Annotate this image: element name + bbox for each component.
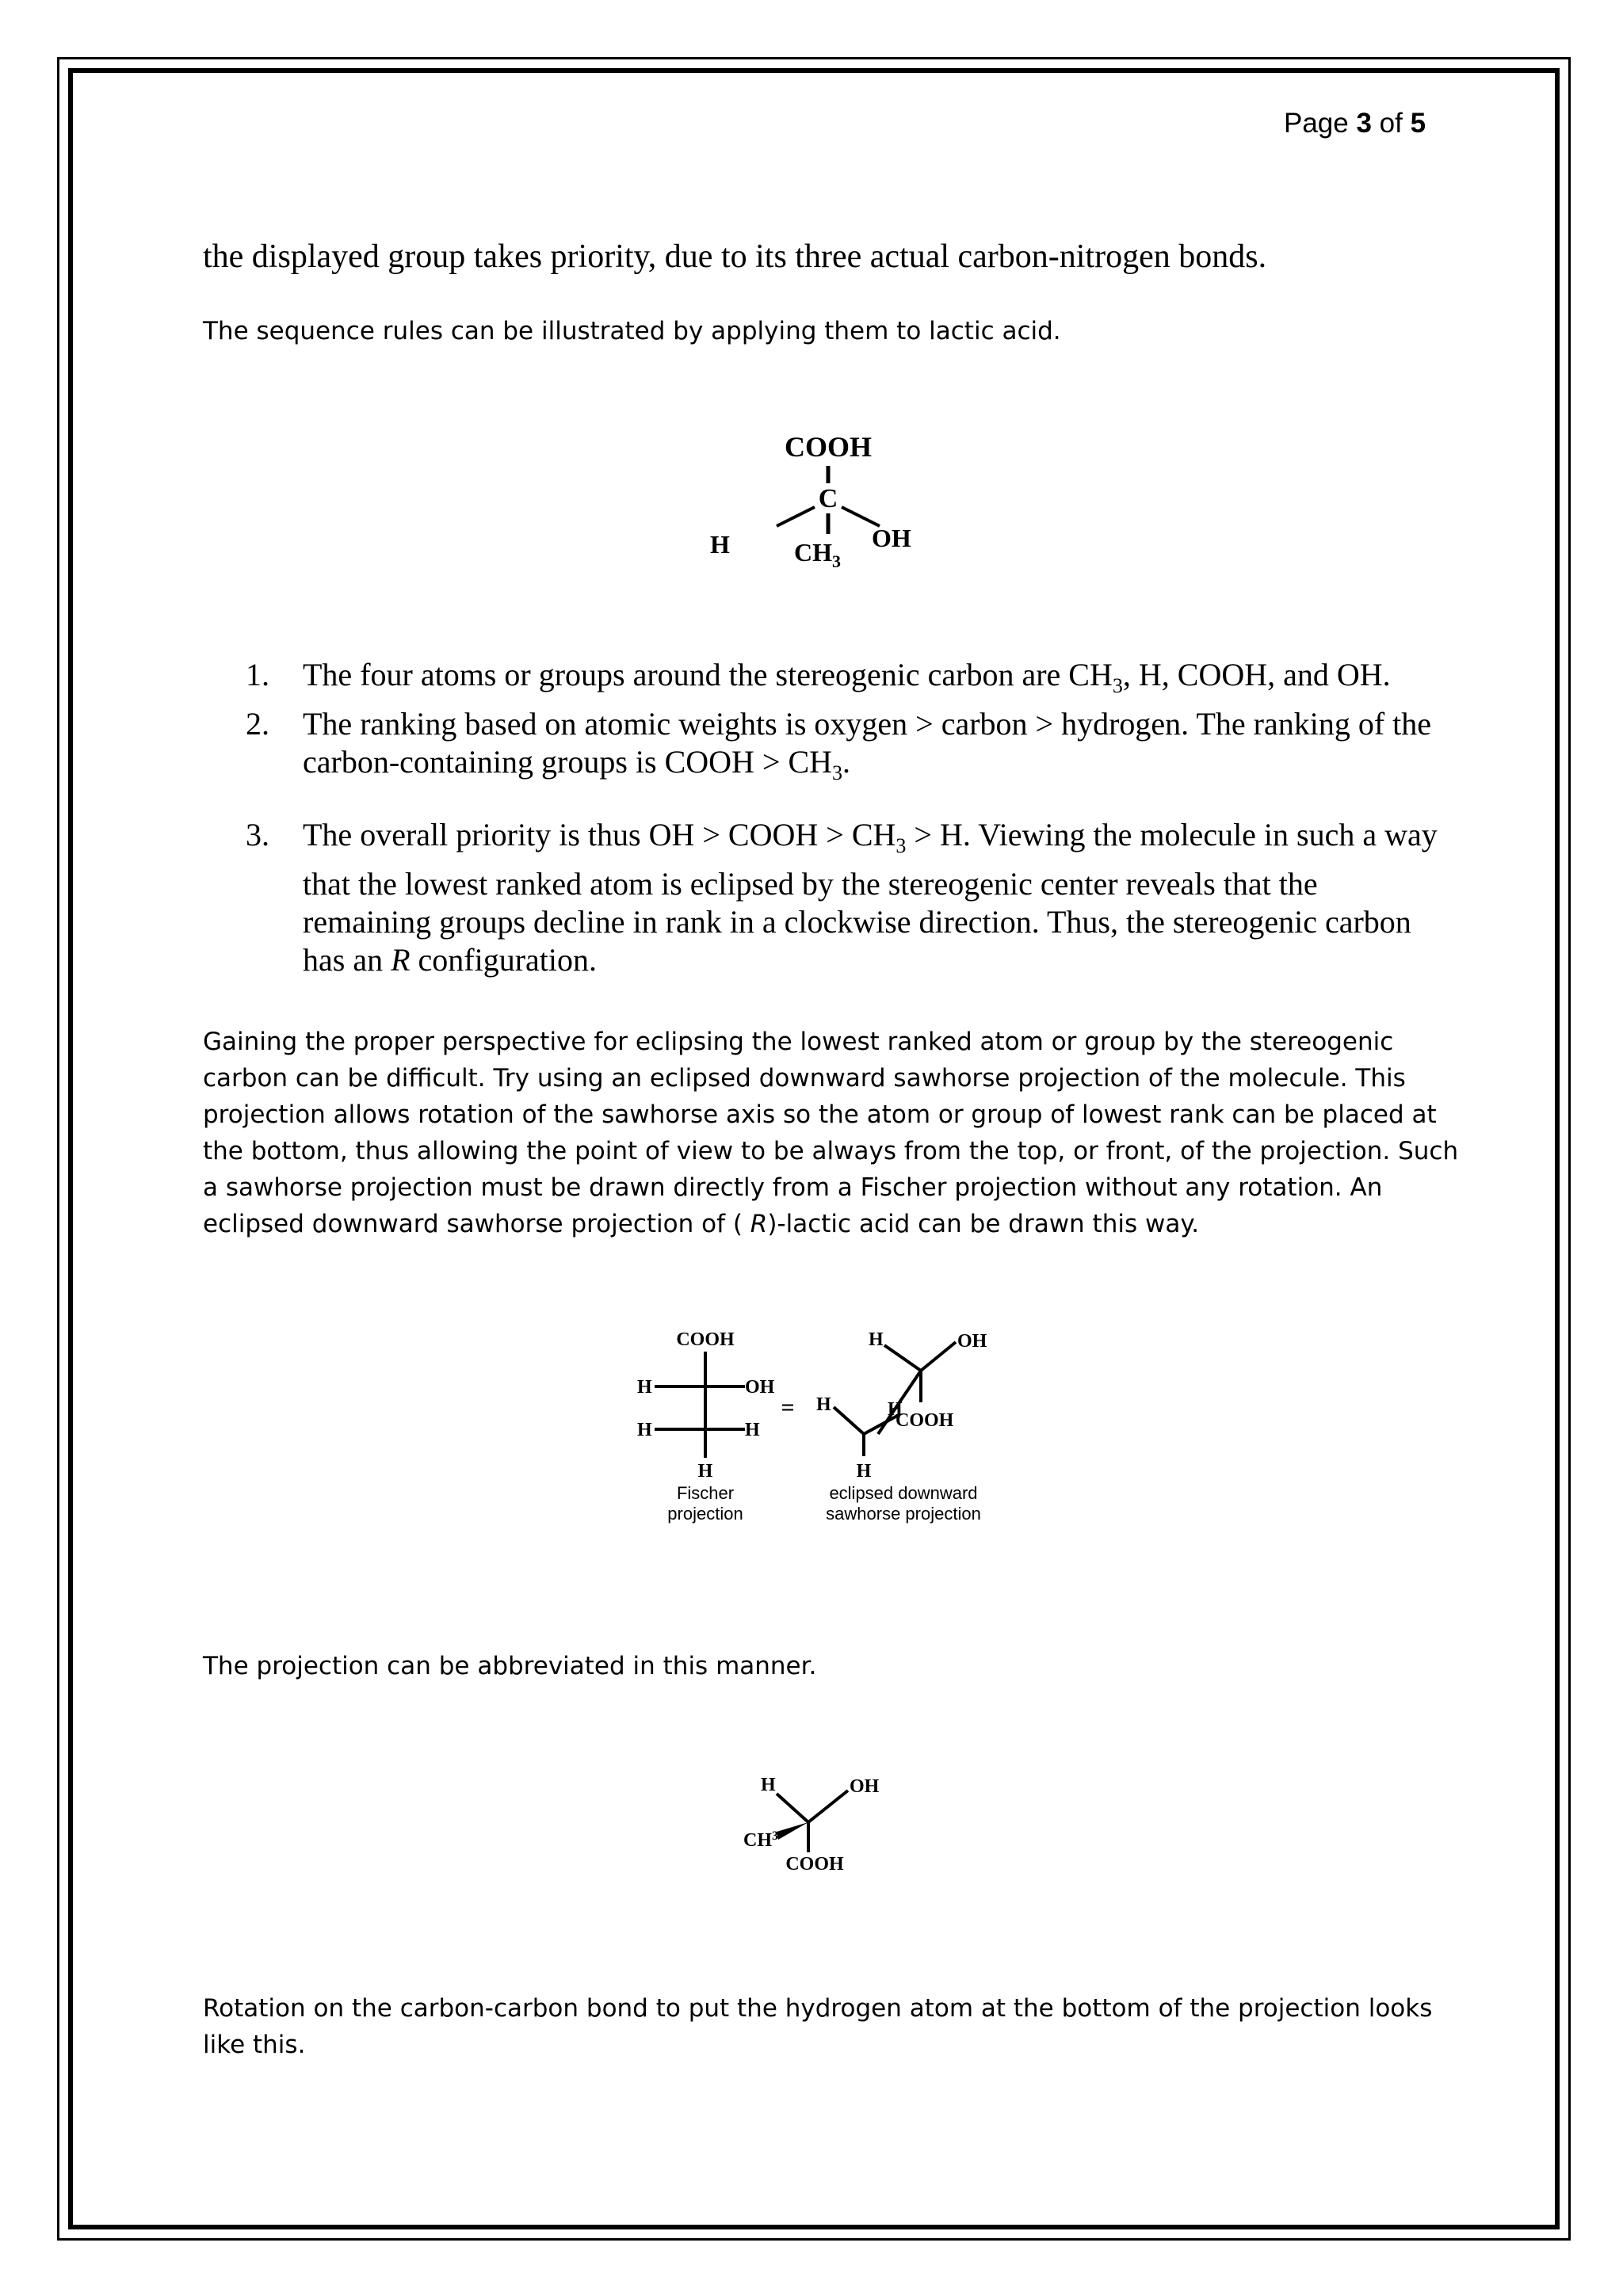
fischer-sawhorse-figure — [626, 1323, 1006, 1537]
fischer-r2-left: H — [637, 1420, 652, 1440]
fig1-left: H — [710, 530, 730, 559]
priority-list — [246, 656, 1450, 979]
fig3-top-right: OH — [850, 1776, 880, 1797]
list-text: The ranking based on atomic weights is oxygen > carbon > hydrogen. The ranking of the carbon-containing groups is COOH > CH — [303, 706, 1432, 780]
list-item — [246, 705, 1450, 792]
fig1-bottom: $CH_3$ — [794, 538, 841, 571]
para2-tail: )-lactic acid can be drawn this way. — [767, 1210, 1200, 1238]
list-item — [246, 656, 1450, 705]
saw-caption-1: eclipsed downward — [829, 1483, 978, 1503]
list-num: 2. — [246, 706, 269, 742]
list-item — [246, 816, 1450, 979]
fischer-r1-left: H — [637, 1377, 652, 1398]
fischer-caption-2: projection — [667, 1504, 743, 1524]
list-text: > H. Viewing the molecule in such a way that the lowest ranked atom is eclipsed by the stereogenic center reveals that the remaining groups decline in rank in a clockwise direction. Thus, the stereogenic carbon has an — [303, 817, 1438, 978]
subscript: 3 — [1112, 674, 1123, 697]
lactic-acid-structure — [682, 428, 967, 586]
page-label: Page — [1284, 108, 1357, 139]
intro-line: the displayed group takes priority, due to its three actual carbon-nitrogen bonds. — [203, 238, 1267, 275]
fig1-right: OH — [872, 524, 911, 552]
list-num: 1. — [246, 657, 269, 692]
list-num: 3. — [246, 817, 269, 852]
list-text: The four atoms or groups around the stereogenic carbon are CH — [303, 657, 1113, 692]
fischer-r2-right: H — [745, 1420, 760, 1440]
projection-text: The projection can be abbreviated in this manner. — [203, 1652, 817, 1680]
subscript: 3 — [896, 834, 907, 857]
saw-mid-h: H — [888, 1399, 903, 1420]
para2-text: Gaining the proper perspective for eclipsing the lowest ranked atom or group by the stereogenic carbon can be difficult. Try using an eclipsed downward sawhorse projection of the molecule. This projection allows rotation of the sawhorse axis so the atom or group of lowest rank can be placed at the bottom, thus allowing the point of view to be always from the top, or front, of the projection. Such a sawhorse projection must be drawn directly from a Fischer projection without any rotation. An eclipsed downward sawhorse projection of ( — [203, 1028, 1459, 1238]
sawhorse-paragraph — [203, 1024, 1471, 1242]
saw-mid-left: H — [816, 1394, 831, 1415]
list-text: configuration. — [410, 942, 598, 978]
rotation-text: Rotation on the carbon-carbon bond to put the hydrogen atom at the bottom of the projection looks like this. — [203, 1994, 1433, 2059]
saw-caption-2: sawhorse projection — [826, 1504, 981, 1524]
page-total: 5 — [1410, 108, 1426, 139]
lactic-intro: The sequence rules can be illustrated by applying them to lactic acid. — [203, 317, 1061, 345]
saw-bottom: H — [856, 1461, 872, 1482]
page-of: of — [1371, 108, 1411, 139]
subscript: 3 — [832, 761, 843, 784]
fischer-caption-1: Fischer — [676, 1483, 735, 1503]
fig1-center: C — [818, 484, 838, 513]
saw-top-right: OH — [957, 1331, 987, 1352]
fig3-bottom: COOH — [785, 1854, 844, 1875]
list-text: . — [842, 744, 851, 780]
list-text: , H, COOH, and OH. — [1122, 657, 1391, 692]
saw-top-left: H — [869, 1329, 884, 1350]
fig1-top: COOH — [784, 431, 873, 463]
page-current: 3 — [1356, 108, 1372, 139]
fig3-left: $CH^3$ — [743, 1829, 778, 1851]
fig3-top-left: H — [761, 1775, 776, 1795]
equals-sign: = — [781, 1394, 795, 1421]
page-number — [1284, 108, 1426, 139]
para2-italic: R — [750, 1210, 768, 1238]
fischer-top: COOH — [676, 1329, 735, 1350]
italic-r: R — [391, 942, 411, 978]
fischer-bottom: H — [697, 1461, 713, 1482]
saw-cooh: COOH — [896, 1410, 954, 1431]
fischer-r1-right: OH — [745, 1377, 775, 1398]
abbreviated-projection — [737, 1767, 896, 1886]
list-text: The overall priority is thus OH > COOH > CH — [303, 817, 896, 852]
